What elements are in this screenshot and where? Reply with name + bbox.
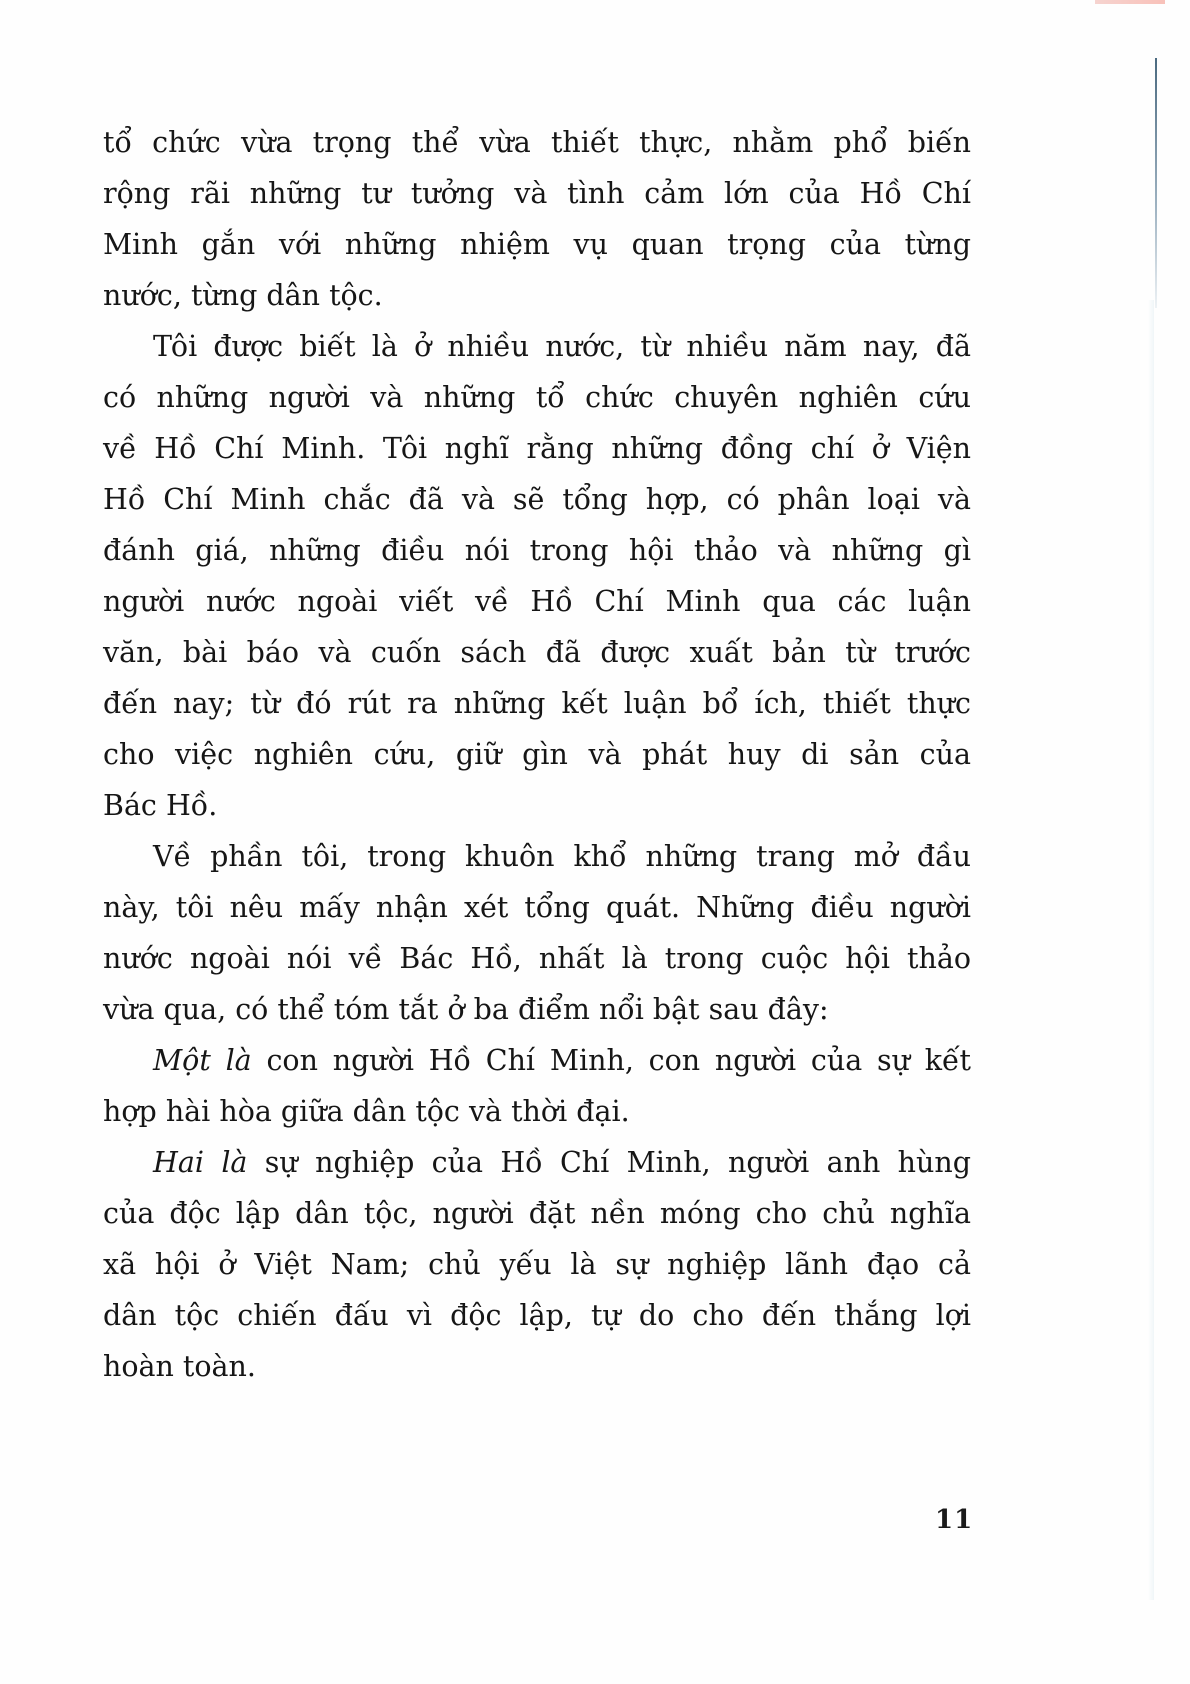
text-line: cho việc nghiên cứu, giữ gìn và phát huy di sản của	[103, 738, 971, 771]
text-line: này, tôi nêu mấy nhận xét tổng quát. Những điều người	[103, 891, 971, 924]
line-rest: con người Hồ Chí Minh, con người của sự kết	[251, 1044, 971, 1077]
paragraph-3	[103, 831, 971, 1035]
text-line: về Hồ Chí Minh. Tôi nghĩ rằng những đồng chí ở Viện	[103, 432, 971, 465]
text-line	[103, 1137, 971, 1188]
text-line: hợp hài hòa giữa dân tộc và thời đại.	[103, 1095, 630, 1128]
paragraph-4	[103, 1035, 971, 1137]
text-line: nước, từng dân tộc.	[103, 279, 383, 312]
page-edge-tint	[1095, 0, 1165, 4]
text-line: Bác Hồ.	[103, 789, 218, 822]
paragraph-1	[103, 117, 971, 321]
text-line: Minh gắn với những nhiệm vụ quan trọng của từng	[103, 228, 971, 261]
paragraph-2	[103, 321, 971, 831]
italic-lead: Một là	[153, 1044, 252, 1077]
text-line: người nước ngoài viết về Hồ Chí Minh qua các luận	[103, 585, 971, 618]
text-line: dân tộc chiến đấu vì độc lập, tự do cho đến thắng lợi	[103, 1299, 971, 1332]
text-line: đánh giá, những điều nói trong hội thảo và những gì	[103, 534, 971, 567]
paragraph-5	[103, 1137, 971, 1392]
text-line: xã hội ở Việt Nam; chủ yếu là sự nghiệp lãnh đạo cả	[103, 1248, 971, 1281]
text-line: nước ngoài nói về Bác Hồ, nhất là trong cuộc hội thảo	[103, 942, 971, 975]
text-line: Về phần tôi, trong khuôn khổ những trang mở đầu	[153, 840, 971, 873]
text-line	[103, 1035, 971, 1086]
page-edge-line	[1155, 58, 1157, 308]
text-line: tổ chức vừa trọng thể vừa thiết thực, nhằm phổ biến	[103, 126, 971, 159]
italic-lead: Hai là	[153, 1146, 248, 1179]
text-line: rộng rãi những tư tưởng và tình cảm lớn của Hồ Chí	[103, 177, 971, 210]
text-line: của độc lập dân tộc, người đặt nền móng cho chủ nghĩa	[103, 1197, 971, 1230]
text-line: Hồ Chí Minh chắc đã và sẽ tổng hợp, có phân loại và	[103, 483, 971, 516]
line-rest: sự nghiệp của Hồ Chí Minh, người anh hùng	[247, 1146, 971, 1179]
body-text	[103, 117, 971, 1392]
text-line: Tôi được biết là ở nhiều nước, từ nhiều năm nay, đã	[153, 330, 971, 363]
text-line: văn, bài báo và cuốn sách đã được xuất bản từ trước	[103, 636, 971, 669]
page-edge-shadow	[1148, 300, 1154, 1600]
text-line: có những người và những tổ chức chuyên nghiên cứu	[103, 381, 971, 414]
page-number: 11	[935, 1505, 974, 1535]
text-line: vừa qua, có thể tóm tắt ở ba điểm nổi bật sau đây:	[103, 993, 829, 1026]
text-line: đến nay; từ đó rút ra những kết luận bổ ích, thiết thực	[103, 687, 971, 720]
text-line: hoàn toàn.	[103, 1350, 256, 1383]
